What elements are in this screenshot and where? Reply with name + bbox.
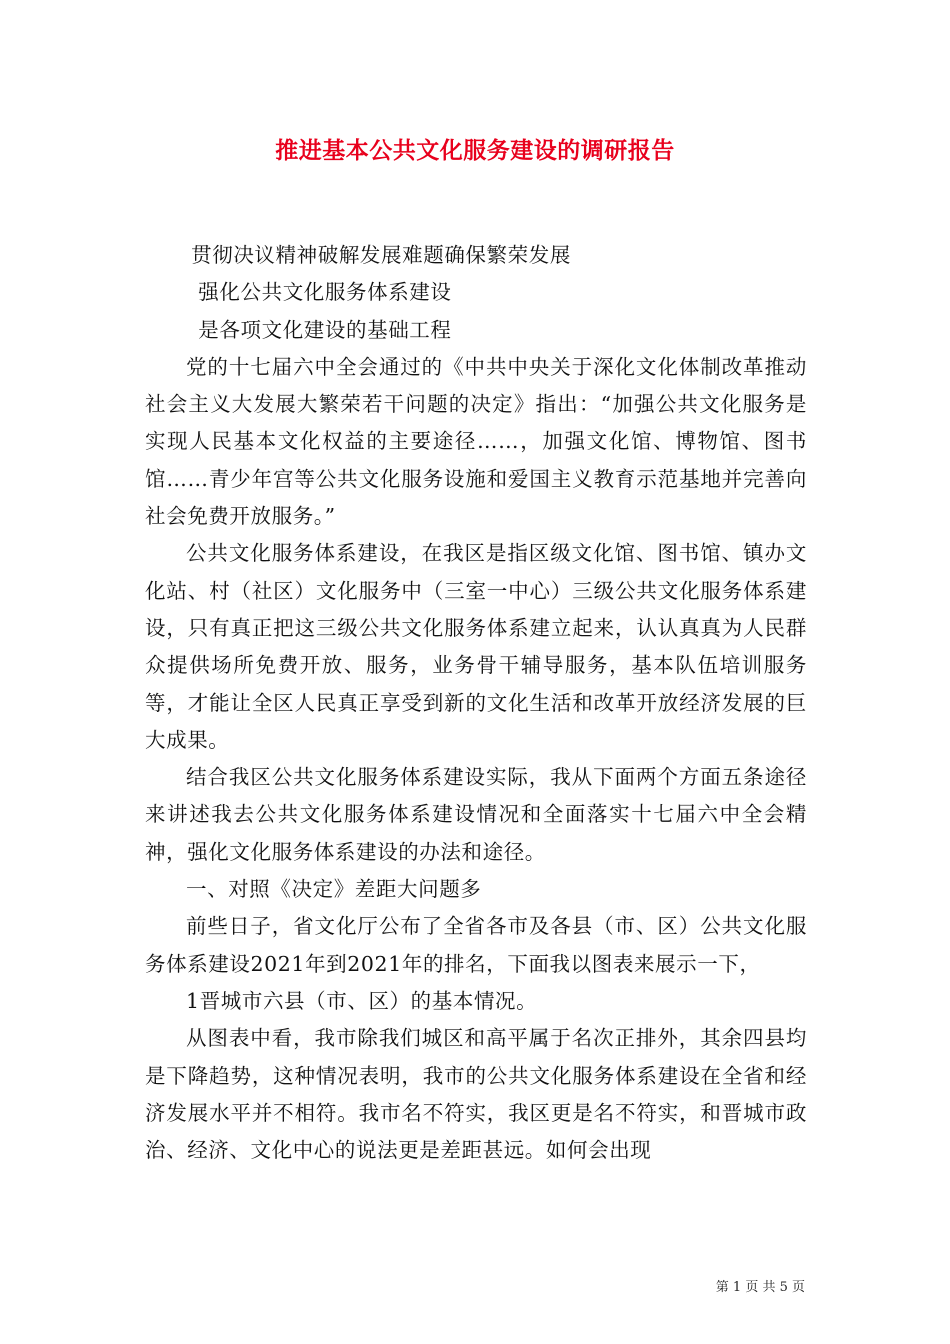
paragraph: 党的十七届六中全会通过的《中共中央关于深化文化体制改革推动社会主义大发展大繁荣若干问题的决定》指出：“加强公共文化服务是实现人民基本文化权益的主要途径……，加强文化馆、博物馆、图书馆……青少年宫等公共文化服务设施和爱国主义教育示范基地并完善向社会免费开放服务。” xyxy=(145,354,807,529)
paragraph-heading-1: 强化公共文化服务体系建设 xyxy=(198,280,452,305)
paragraph: 从图表中看，我市除我们城区和高平属于名次正排外，其余四县均是下降趋势，这种情况表明，我市的公共文化服务体系建设在全省和经济发展水平并不相符。我市名不符实，我区更是名不符实，和晋城市政治、经济、文化中心的说法更是差距甚远。如何会出现 xyxy=(145,1026,807,1163)
sub-heading: 1晋城市六县（市、区）的基本情况。 xyxy=(186,988,538,1013)
paragraph: 结合我区公共文化服务体系建设实际，我从下面两个方面五条途径来讲述我去公共文化服务体系建设情况和全面落实十七届六中全会精神，强化文化服务体系建设的办法和途径。 xyxy=(145,765,807,864)
paragraph: 前些日子，省文化厅公布了全省各市及各县（市、区）公共文化服务体系建设2021年到2021年的排名，下面我以图表来展示一下， xyxy=(145,914,807,976)
page-number: 第 1 页 共 5 页 xyxy=(715,1280,805,1295)
document-body xyxy=(145,237,807,1169)
paragraph-heading-2: 是各项文化建设的基础工程 xyxy=(198,317,452,342)
paragraph-subtitle: 贯彻决议精神破解发展难题确保繁荣发展 xyxy=(191,243,571,267)
paragraph: 公共文化服务体系建设，在我区是指区级文化馆、图书馆、镇办文化站、村（社区）文化服务中（三室一中心）三级公共文化服务体系建设，只有真正把这三级公共文化服务体系建立起来，认认真真为人民群众提供场所免费开放、服务，业务骨干辅导服务，基本队伍培训服务等，才能让全区人民真正享受到新的文化生活和改革开放经济发展的巨大成果。 xyxy=(145,541,807,752)
document-title: 推进基本公共文化服务建设的调研报告 xyxy=(275,137,675,164)
section-heading: 一、对照《决定》差距大问题多 xyxy=(186,877,482,902)
